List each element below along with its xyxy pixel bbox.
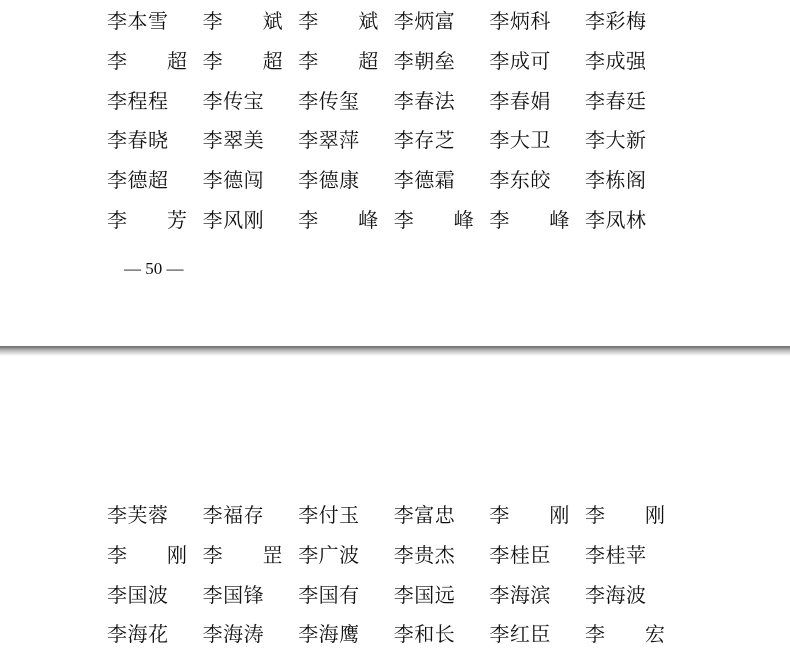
name-entry: 李桂苹 [584, 542, 647, 567]
name-entry: 李德闯 [202, 168, 265, 193]
page-separator [0, 346, 790, 356]
name-entry: 李春廷 [584, 88, 647, 113]
name-entry: 李春晓 [107, 128, 169, 153]
name-entry: 李海鹰 [298, 622, 360, 647]
name-entry: 李存芝 [393, 128, 456, 153]
name-entry: 李翠美 [202, 128, 265, 153]
name-entry: 李 峰 [298, 207, 379, 232]
name-entry: 李 宏 [584, 622, 665, 647]
name-entry: 李芙蓉 [107, 503, 169, 527]
name-entry: 李朝垒 [393, 48, 456, 73]
name-entry: 李 刚 [107, 542, 187, 567]
name-entry: 李海波 [584, 582, 647, 607]
name-entry: 李大新 [584, 128, 647, 153]
name-entry: 李和长 [393, 622, 456, 647]
name-entry: 李 超 [298, 48, 379, 73]
name-entry: 李福存 [202, 503, 265, 527]
name-entry: 李德超 [107, 168, 169, 193]
name-entry: 李国波 [107, 582, 169, 607]
name-entry: 李春法 [393, 88, 456, 113]
name-entry: 李成可 [489, 48, 551, 73]
name-entry: 李海涛 [202, 622, 265, 647]
name-entry: 李德霜 [393, 168, 456, 193]
name-entry: 李东皎 [489, 168, 551, 193]
name-entry: 李 峰 [393, 207, 474, 232]
name-list-bottom [107, 496, 681, 653]
name-entry: 李 罡 [202, 542, 283, 567]
name-entry: 李成强 [584, 48, 647, 73]
name-entry: 李国有 [298, 582, 360, 607]
name-entry: 李炳富 [393, 9, 456, 33]
name-entry: 李贵杰 [393, 542, 456, 567]
name-entry: 李国锋 [202, 582, 265, 607]
name-entry: 李本雪 [107, 9, 169, 33]
name-entry: 李 刚 [584, 503, 665, 527]
name-entry: 李 刚 [489, 503, 570, 527]
name-entry: 李春娟 [489, 88, 551, 113]
name-entry: 李 超 [107, 48, 187, 73]
name-entry: 李 斌 [298, 9, 379, 33]
name-entry: 李传宝 [202, 88, 265, 113]
name-entry: 李 超 [202, 48, 283, 73]
name-entry: 李栋阁 [584, 168, 647, 193]
name-entry: 李海滨 [489, 582, 551, 607]
name-entry: 李 斌 [202, 9, 283, 33]
name-entry: 李风刚 [202, 207, 265, 232]
name-entry: 李桂臣 [489, 542, 551, 567]
page-number: — 50 — [124, 259, 184, 278]
name-entry: 李炳科 [489, 9, 551, 33]
name-entry: 李广波 [298, 542, 360, 567]
name-entry: 李翠萍 [298, 128, 360, 153]
name-list-top [107, 2, 681, 241]
name-entry: 李红臣 [489, 622, 551, 647]
name-entry: 李程程 [107, 88, 169, 113]
name-entry: 李彩梅 [584, 9, 647, 33]
name-entry: 李传玺 [298, 88, 360, 113]
name-entry: 李海花 [107, 622, 169, 647]
name-entry: 李大卫 [489, 128, 551, 153]
name-entry: 李 峰 [489, 207, 570, 232]
name-entry: 李 芳 [107, 207, 187, 232]
name-entry: 李国远 [393, 582, 456, 607]
name-entry: 李凤林 [584, 207, 647, 232]
name-entry: 李付玉 [298, 503, 360, 527]
name-entry: 李德康 [298, 168, 360, 193]
name-entry: 李富忠 [393, 503, 456, 527]
